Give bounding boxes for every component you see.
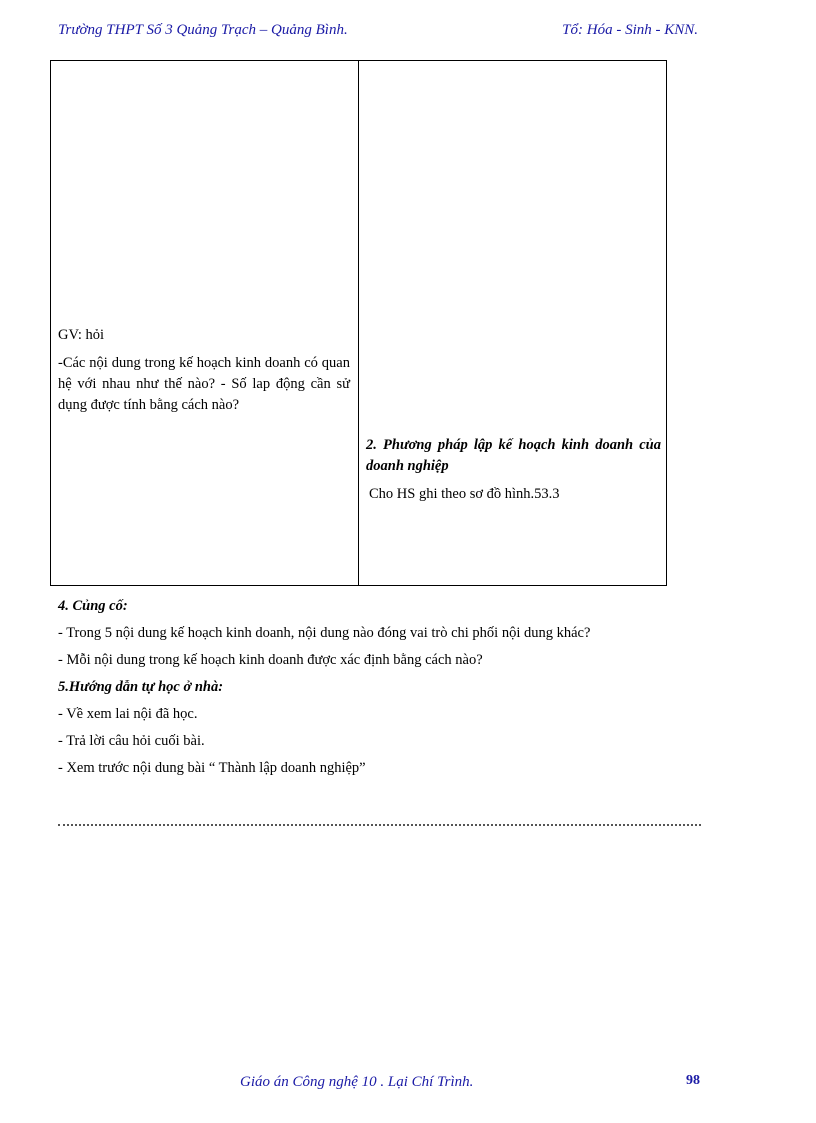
page-header: [58, 22, 700, 42]
homework-item: - Về xem lai nội đã học.: [58, 706, 198, 722]
teacher-label: GV: hỏi: [58, 327, 105, 343]
table-column-divider: [358, 61, 359, 585]
teacher-question: -Các nội dung trong kế hoạch kinh doanh có quan hệ với nhau như thế nào? - Số lap động cần sử dụng được tính bằng cách nào?: [58, 355, 350, 413]
section-note: Cho HS ghi theo sơ đồ hình.53.3: [369, 486, 560, 502]
dotted-separator: [58, 824, 701, 826]
homework-item: - Xem trước nội dung bài “ Thành lập doanh nghiệp”: [58, 760, 366, 776]
consolidation-title: 4. Củng cố:: [58, 598, 128, 614]
footer-title: Giáo án Công nghệ 10 . Lại Chí Trình.: [240, 1074, 474, 1090]
content-cell: [366, 435, 661, 505]
teacher-activity-cell: [58, 325, 350, 416]
lesson-body: [58, 596, 698, 785]
page-number: 98: [686, 1073, 700, 1088]
department-name: Tổ: Hóa - Sinh - KNN.: [562, 22, 698, 38]
school-name: Trường THPT Số 3 Quảng Trạch – Quảng Bình.: [58, 22, 348, 38]
lesson-table: [50, 60, 667, 586]
section-heading: 2. Phương pháp lập kế hoạch kinh doanh của doanh nghiệp: [366, 437, 661, 474]
consolidation-item: - Mỗi nội dung trong kế hoạch kinh doanh được xác định bằng cách nào?: [58, 652, 483, 668]
homework-item: - Trả lời câu hỏi cuối bài.: [58, 733, 205, 749]
consolidation-item: - Trong 5 nội dung kế hoạch kinh doanh, nội dung nào đóng vai trò chi phối nội dung khác?: [58, 625, 591, 641]
homework-title: 5.Hướng dẫn tự học ở nhà:: [58, 679, 224, 695]
